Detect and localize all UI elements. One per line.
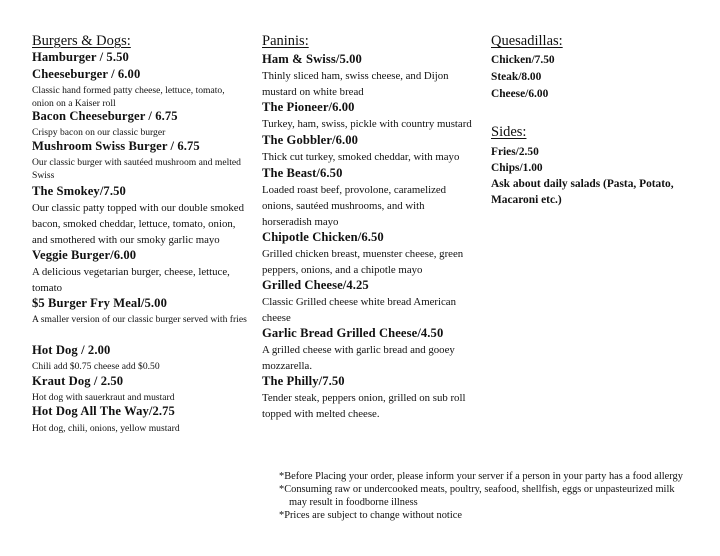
menu-item-desc: topped with melted cheese.: [262, 408, 380, 420]
menu-item-desc: Classic hand formed patty cheese, lettuce, tomato,: [32, 85, 225, 96]
menu-item-title: Bacon Cheeseburger / 6.75: [32, 109, 178, 123]
menu-item-desc: Thinly sliced ham, swiss cheese, and Dijon: [262, 70, 449, 82]
menu-item-title: The Pioneer/6.00: [262, 100, 355, 114]
menu-item-title: Kraut Dog / 2.50: [32, 374, 124, 388]
menu-item-title: Garlic Bread Grilled Cheese/4.50: [262, 326, 444, 340]
menu-item-title: Chicken/7.50: [491, 54, 555, 66]
menu-item-desc: bacon, smoked cheddar, lettuce, tomato, onion,: [32, 218, 236, 230]
menu-item-title: Chips/1.00: [491, 162, 543, 174]
menu-item-title: $5 Burger Fry Meal/5.00: [32, 296, 167, 310]
menu-item-desc: Tender steak, peppers onion, grilled on sub roll: [262, 392, 466, 404]
menu-item-title: Ham & Swiss/5.00: [262, 52, 362, 66]
menu-item-title: Ask about daily salads (Pasta, Potato,: [491, 178, 674, 190]
sides-heading: Sides:: [491, 124, 527, 140]
menu-item-title: Chipotle Chicken/6.50: [262, 230, 384, 244]
menu-item-title: Hot Dog All The Way/2.75: [32, 404, 175, 418]
menu-item-title: Mushroom Swiss Burger / 6.75: [32, 139, 200, 153]
menu-item-title: Cheese/6.00: [491, 88, 549, 100]
footer-notes: [279, 470, 709, 522]
menu-item-desc: Chili add $0.75 cheese add $0.50: [32, 361, 160, 372]
menu-item-desc: Hot dog with sauerkraut and mustard: [32, 392, 175, 403]
menu-item-desc: onions, sautéed mushrooms, and with: [262, 200, 425, 212]
menu-item-title: Cheeseburger / 6.00: [32, 67, 141, 81]
menu-item-title: The Beast/6.50: [262, 166, 343, 180]
menu-item-title: Macaroni etc.): [491, 194, 562, 206]
menu-item-desc: mustard on white bread: [262, 86, 364, 98]
menu-item-title: Veggie Burger/6.00: [32, 248, 137, 262]
menu-item-desc: Turkey, ham, swiss, pickle with country mustard: [262, 118, 472, 130]
menu-item-desc: horseradish mayo: [262, 216, 339, 228]
paninis-heading: Paninis:: [262, 33, 309, 49]
menu-item-title: Steak/8.00: [491, 71, 542, 83]
menu-item-desc: Loaded roast beef, provolone, caramelized: [262, 184, 447, 196]
raw-food-warning: *Consuming raw or undercooked meats, poultry, seafood, shellfish, eggs or unpasteurized milk: [279, 484, 675, 495]
menu-item-title: The Smokey/7.50: [32, 184, 126, 198]
menu-item-desc: mozzarella.: [262, 360, 313, 372]
menu-item-desc: onion on a Kaiser roll: [32, 98, 116, 109]
menu-item-desc: tomato: [32, 282, 62, 294]
menu-item-title: Hamburger / 5.50: [32, 50, 129, 64]
menu-item-desc: Thick cut turkey, smoked cheddar, with mayo: [262, 151, 460, 163]
menu-item-desc: A smaller version of our classic burger served with fries: [32, 314, 247, 325]
menu-item-desc: Our classic burger with sautéed mushroom and melted: [32, 157, 241, 168]
menu-item-desc: Hot dog, chili, onions, yellow mustard: [32, 423, 180, 434]
menu-item-title: Hot Dog / 2.00: [32, 343, 111, 357]
menu-item-title: Grilled Cheese/4.25: [262, 278, 369, 292]
menu-item-desc: Crispy bacon on our classic burger: [32, 127, 166, 138]
menu-item-desc: A delicious vegetarian burger, cheese, lettuce,: [32, 266, 230, 278]
allergy-note: *Before Placing your order, please inform your server if a person in your party has a food allergy: [279, 471, 683, 482]
menu-item-desc: Classic Grilled cheese white bread American: [262, 296, 456, 308]
burgers-dogs-heading: Burgers & Dogs:: [32, 33, 131, 49]
menu-item-title: Fries/2.50: [491, 146, 539, 158]
menu-item-desc: Grilled chicken breast, muenster cheese, green: [262, 248, 464, 260]
price-note: *Prices are subject to change without notice: [279, 510, 462, 521]
menu-item-desc: peppers, onions, and a chipotle mayo: [262, 264, 423, 276]
menu-item-desc: and smothered with our smoky garlic mayo: [32, 234, 220, 246]
menu-item-desc: A grilled cheese with garlic bread and gooey: [262, 344, 455, 356]
menu-item-desc: cheese: [262, 312, 291, 324]
menu-item-title: The Gobbler/6.00: [262, 133, 359, 147]
raw-food-warning-cont: may result in foodborne illness: [289, 497, 418, 508]
quesadillas-heading: Quesadillas:: [491, 33, 563, 49]
menu-item-title: The Philly/7.50: [262, 374, 345, 388]
menu-item-desc: Swiss: [32, 170, 55, 181]
menu-item-desc: Our classic patty topped with our double smoked: [32, 202, 244, 214]
